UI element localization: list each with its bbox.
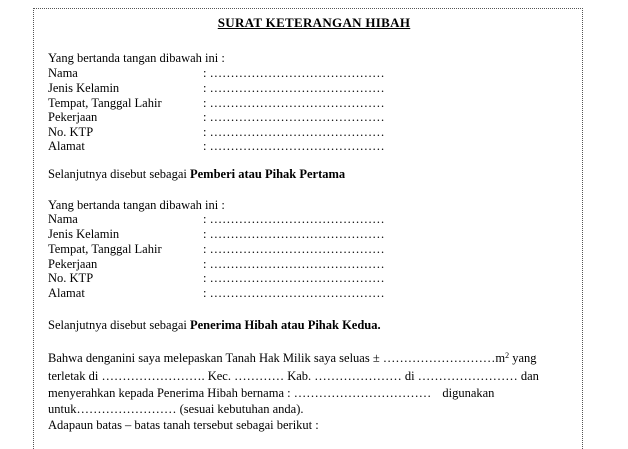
field-blank-ktp-1: : …………………………………… — [203, 125, 385, 139]
para1-text: Bahwa denganini saya melepaskan Tanah Hak Milik saya seluas ± ………………………m — [48, 351, 506, 365]
designation-bold-1: Pemberi atau Pihak Pertama — [189, 167, 346, 181]
para3-text: menyerahkan kepada Penerima Hibah bernama : …………………………… — [48, 386, 432, 400]
field-label-ktp-1: No. KTP — [48, 125, 94, 139]
intro-second-party: Yang bertanda tangan dibawah ini : — [48, 198, 225, 212]
paragraph-line-5: Adapaun batas – batas tanah tersebut sebagai berikut : — [48, 418, 319, 432]
field-label-jenis-kelamin-1: Jenis Kelamin — [48, 81, 120, 95]
document-title: SURAT KETERANGAN HIBAH — [217, 15, 411, 30]
paragraph-line-4: untuk…………………… (sesuai kebutuhan anda). — [48, 402, 304, 416]
field-label-alamat-1: Alamat — [48, 139, 85, 153]
field-label-nama-1: Nama — [48, 66, 78, 80]
field-blank-pekerjaan-2: : …………………………………… — [203, 257, 385, 271]
field-blank-nama-1: : …………………………………… — [203, 66, 385, 80]
field-blank-pekerjaan-1: : …………………………………… — [203, 110, 385, 124]
field-blank-ttl-2: : …………………………………… — [203, 242, 385, 256]
field-blank-ttl-1: : …………………………………… — [203, 96, 385, 110]
second-party-designation — [48, 318, 381, 333]
intro-first-party: Yang bertanda tangan dibawah ini : — [48, 51, 225, 65]
field-blank-nama-2: : …………………………………… — [203, 212, 385, 226]
para3-tail: digunakan — [442, 386, 495, 400]
field-blank-ktp-2: : …………………………………… — [203, 271, 385, 285]
field-label-ttl-1: Tempat, Tanggal Lahir — [48, 96, 162, 110]
paragraph-line-1 — [48, 351, 537, 366]
field-blank-jenis-kelamin-2: : …………………………………… — [203, 227, 385, 241]
designation-bold-2: Penerima Hibah atau Pihak Kedua. — [189, 318, 381, 332]
field-label-pekerjaan-2: Pekerjaan — [48, 257, 98, 271]
para1-tail: yang — [509, 351, 537, 365]
first-party-designation — [48, 167, 345, 182]
field-label-nama-2: Nama — [48, 212, 78, 226]
field-label-pekerjaan-1: Pekerjaan — [48, 110, 98, 124]
designation-prefix-1: Selanjutnya disebut sebagai — [48, 167, 190, 181]
square-unit-superscript: 2 — [505, 351, 510, 360]
paragraph-line-3 — [48, 386, 494, 401]
field-label-ktp-2: No. KTP — [48, 271, 94, 285]
field-blank-jenis-kelamin-1: : …………………………………… — [203, 81, 385, 95]
field-label-ttl-2: Tempat, Tanggal Lahir — [48, 242, 162, 256]
paragraph-line-2: terletak di ……………………. Kec. ………… Kab. ………………… di …………………… dan — [48, 369, 539, 383]
field-label-jenis-kelamin-2: Jenis Kelamin — [48, 227, 120, 241]
field-label-alamat-2: Alamat — [48, 286, 85, 300]
field-blank-alamat-1: : …………………………………… — [203, 139, 385, 153]
designation-prefix-2: Selanjutnya disebut sebagai — [48, 318, 190, 332]
field-blank-alamat-2: : …………………………………… — [203, 286, 385, 300]
